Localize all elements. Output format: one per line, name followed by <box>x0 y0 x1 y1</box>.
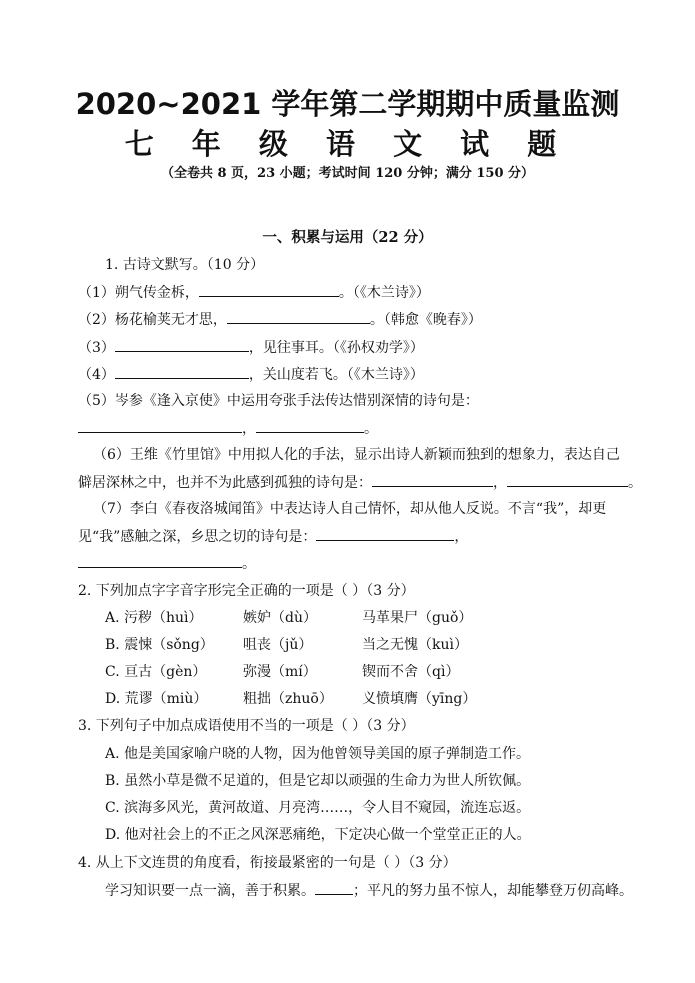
answer-blank[interactable] <box>199 282 339 297</box>
q4-text-b: ；平凡的努力虽不惊人，却能攀登万仞高峰。 <box>353 883 633 899</box>
q1-item-6: （6）王维《竹里馆》中用拟人化的手法，显示出诗人新颖而独到的想象力，表达自己 <box>93 447 620 463</box>
q1-item-3 <box>78 337 424 358</box>
q1-stem: 1. 古诗文默写。（10 分） <box>105 257 265 273</box>
q2-option-a-3: 马革果尸（guǒ） <box>362 610 473 626</box>
q2-option-b-3: 当之无愧（kuì） <box>362 637 468 653</box>
answer-blank[interactable] <box>315 880 353 895</box>
answer-blank[interactable] <box>507 472 628 487</box>
q3-stem: 3. 下列句子中加点成语使用不当的一项是（ ）（3 分） <box>78 718 415 734</box>
q3-option-a: A. 他是美国家喻户晓的人物，因为他曾领导美国的原子弹制造工作。 <box>105 746 531 762</box>
period: 。 <box>364 421 378 437</box>
q2-stem: 2. 下列加点字字音字形完全正确的一项是（ ）（3 分） <box>78 583 415 599</box>
q2-option-a-2: 嫉妒（dù） <box>243 610 317 626</box>
q4-stem: 4. 从上下文连贯的角度看，衔接最紧密的一句是（ ）（3 分） <box>78 855 457 871</box>
q1-item-4 <box>78 364 424 385</box>
q1-item-6-answer <box>78 472 642 493</box>
q2-option-a-1: A. 污秽（huì） <box>105 610 203 626</box>
q3-option-d: D. 他对社会上的不正之风深恶痛绝，下定决心做一个堂堂正正的人。 <box>105 827 531 843</box>
comma: ， <box>493 475 507 491</box>
q1-item-5: （5）岑参《逢入京使》中运用夸张手法传达惜别深情的诗句是： <box>78 393 479 409</box>
exam-title: 2020~2021 学年第二学期期中质量监测 <box>75 87 620 121</box>
q1-item-1-b: 。（《木兰诗》） <box>338 285 430 301</box>
exam-note: （全卷共 8 页，23 小题；考试时间 120 分钟；满分 150 分） <box>160 166 535 181</box>
q1-item-5-answer <box>78 418 378 439</box>
comma: ， <box>454 529 469 545</box>
q4-text <box>105 880 633 901</box>
q3-option-c: C. 滨海多风光，黄河故道、月亮湾……，令人目不窥园，流连忘返。 <box>105 800 531 816</box>
q2-option-c-3: 锲而不舍（qì） <box>362 664 460 680</box>
q1-item-4-a: （4） <box>78 367 115 383</box>
q2-option-c-2: 弥漫（mí） <box>243 664 317 680</box>
answer-blank[interactable] <box>316 526 454 541</box>
q1-item-7-b: 见“我”感触之深，乡思之切的诗句是： <box>78 529 317 545</box>
answer-blank[interactable] <box>256 418 364 433</box>
answer-blank[interactable] <box>115 364 249 379</box>
q2-option-d-2: 粗拙（zhuō） <box>243 691 333 707</box>
q1-item-1-a: （1）朔气传金柝， <box>78 285 199 301</box>
q1-item-7: （7）李白《春夜洛城闻笛》中表达诗人自己情怀，却从他人反说。不言“我”，却更 <box>93 501 607 517</box>
q1-item-4-b: ，关山度若飞。（《木兰诗》） <box>248 367 424 383</box>
q1-item-2-a: （2）杨花榆荚无才思， <box>78 312 227 328</box>
answer-blank[interactable] <box>227 309 370 324</box>
period: 。 <box>242 556 256 572</box>
q2-option-b-2: 咀丧（jǔ） <box>243 637 313 653</box>
q1-item-3-a: （3） <box>78 340 115 356</box>
q2-option-d-3: 义愤填膺（yīng） <box>362 691 477 707</box>
grade-subject-title: 七 年 级 语 文 试 题 <box>124 127 571 161</box>
section-heading: 一、积累与运用（22 分） <box>262 229 433 246</box>
q4-text-a: 学习知识要一点一滴，善于积累。 <box>105 883 315 899</box>
q1-item-7-answer-2 <box>78 553 256 574</box>
q3-option-b: B. 虽然小草是微不足道的，但是它却以顽强的生命力为世人所钦佩。 <box>105 773 531 789</box>
period: 。 <box>628 475 642 491</box>
answer-blank[interactable] <box>372 472 493 487</box>
q1-item-3-b: ，见往事耳。（《孙权劝学》） <box>248 340 424 356</box>
q1-item-6-b: 僻居深林之中，也并不为此感到孤独的诗句是： <box>78 475 372 491</box>
comma: ， <box>242 421 256 437</box>
q2-option-d-1: D. 荒谬（miù） <box>105 691 208 707</box>
q1-item-1 <box>78 282 430 303</box>
q1-item-7-b-line <box>78 526 468 547</box>
q2-option-c-1: C. 亘古（gèn） <box>105 664 207 680</box>
q1-item-2 <box>78 309 482 330</box>
q2-option-b-1: B. 震悚（sǒng） <box>105 637 214 653</box>
answer-blank[interactable] <box>78 418 242 433</box>
answer-blank[interactable] <box>78 553 242 568</box>
answer-blank[interactable] <box>115 337 249 352</box>
q1-item-2-b: 。（韩愈《晚春》） <box>369 312 482 328</box>
